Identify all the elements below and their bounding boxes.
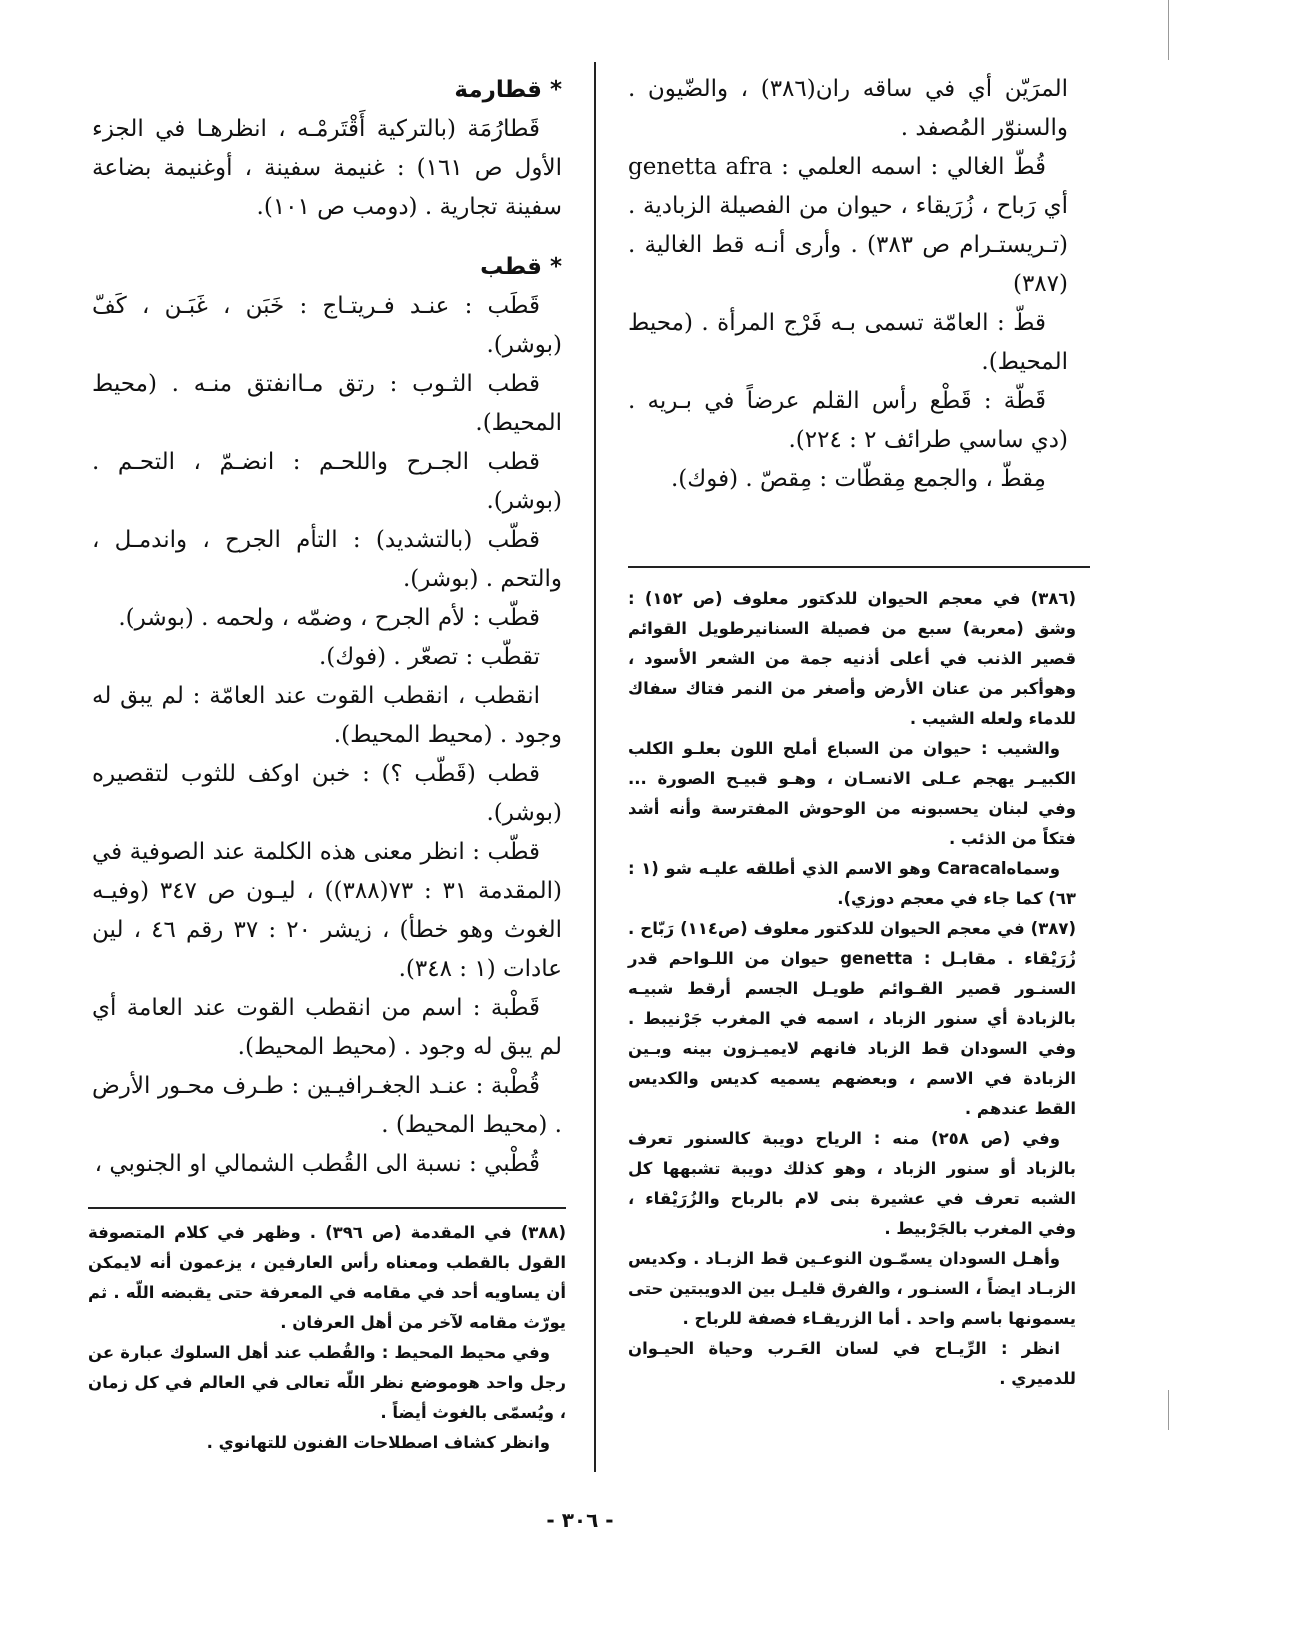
footnote: وفي (ص ٢٥٨) منه : الرياح دويبة كالسنور تعرف بالزباد أو سنور الزباد ، وهو كذلك دويبة تشبهها كل الشبه تعرف في عشيرة بنى لام بالرباح والزُرَيْقاء ، وفي المغرب بالجَرْبيط . (628, 1129, 1076, 1238)
entry-paragraph: مِقطّ ، والجمع مِقطّات : مِقصّ . (فوك). (670, 466, 1046, 492)
entry-paragraph: قطّب : انظر معنى هذه الكلمة عند الصوفية في (المقدمة ٣١ : ٧٣(٣٨٨)) ، ليـون ص ٣٤٧ (وفيـه الغوث وهو خطأ) ، زيشر ٢٠ : ٣٧ رقم ٤٦ ، لين عادات (١ : ٣٤٨). (92, 839, 562, 982)
footnote: وأهـل السودان يسمّـون النوعـين قط الزبـاد . وكديس الزبـاد ايضاً ، السنـور ، والفرق قليـل بين الدويبتين حتى يسمونها باسم واحد . أما الزريقـاء فصفة للرباح . (628, 1249, 1076, 1328)
right-footnotes (628, 584, 1076, 1394)
entry-heading: * قطب (480, 254, 562, 280)
right-column (628, 70, 1068, 499)
entry-paragraph: قطّ : العامّة تسمى بـه فَرْج المرأة . (محيط المحيط). (628, 310, 1068, 375)
entry-paragraph: قَطّة : قَطْع رأس القلم عرضاً في بـريه . (دي ساسي طرائف ٢ : ٢٢٤). (628, 388, 1068, 453)
footnote: وسماهCaracal وهو الاسم الذي أطلقه عليـه شو (١ : ٦٣) كما جاء في معجم دوزي). (628, 859, 1076, 908)
entry-paragraph: قَطَب : عنـد فـريتـاج : خَبَن ، غَبَـن ، كَفّ (بوشر). (92, 293, 562, 358)
footnote-divider-right (628, 566, 1090, 568)
footnote: (٣٨٨) في المقدمة (ص ٣٩٦) . وظهر في كلام المتصوفة القول بالقطب ومعناه رأس العارفين ، يزعمون أنه لايمكن أن يساويه أحد في مقامه في المعرفة حتى يقبضه اللّه . ثم يورّث مقامه لآخر من أهل العرفان . (88, 1223, 566, 1332)
left-footnotes (88, 1218, 566, 1458)
footnote: انظر : الرِّيـاح في لسان العَـرب وحياة الحيـوان للدميري . (628, 1339, 1076, 1388)
entry-paragraph: قُطْبي : نسبة الى القُطب الشمالي او الجنوبي ، (94, 1151, 540, 1177)
entry-paragraph: قطب الجـرح واللحـم : انضـمّ ، التحـم . (بوشر). (92, 449, 562, 514)
entry-paragraph: قطب الثـوب : رتق مـاانفتق منـه . (محيط المحيط). (92, 371, 562, 436)
entry-paragraph: قُطّ الغالي : اسمه العلمي : genetta afra أي رَباح ، زُرَيقاء ، حيوان من الفصيلة الزبادية . (تـريستـرام ص ٣٨٣) . وأرى أنـه قط الغالية .(٣٨٧) (628, 154, 1068, 297)
footnote: والشيب : حيوان من السباع أملح اللون بعلـو الكلب الكبيـر يهجم عـلى الانسـان ، وهـو قبيـح الصورة ... وفي لبنان يحسبونه من الوحوش المفترسة وأنه أشد فتكاً من الذئب . (628, 739, 1076, 848)
entry-paragraph: قَطارُمَة (بالتركية أَقْتَرمْـه ، انظرهـا في الجزء الأول ص ١٦١) : غنيمة سفينة ، أوغنيمة بضاعة سفينة تجارية . (دومب ص ١٠١). (92, 116, 562, 220)
entry-paragraph: قُطْبة : عنـد الجغـرافيـين : طـرف محـور الأرض . (محيط المحيط) . (92, 1073, 562, 1138)
footnote: وانظر كشاف اصطلاحات الفنون للتهانوي . (206, 1433, 550, 1452)
entry-paragraph: المرَيّن أي في ساقه ران(٣٨٦) ، والضّيون . والسنوّر المُصفد . (628, 76, 1069, 141)
scan-edge-mark (1168, 1390, 1169, 1430)
footnote: (٣٨٦) في معجم الحيوان للدكتور معلوف (ص ١٥٢) : وشق (معربة) سبع من فصيلة السنانيرطويل القوائم قصير الذنب في أعلى أذنيه جمة من الشعر الأسود ، وهوأكبر من عنان الأرض وأصغر من النمر فتاك سفاك للدماء ولعله الشيب . (628, 589, 1076, 728)
entry-paragraph: قطّب : لأم الجرح ، وضمّه ، ولحمه . (بوشر). (118, 605, 540, 631)
footnote-divider-left (88, 1207, 566, 1209)
scan-edge-mark (1168, 0, 1169, 60)
page-number: - ٣٠٦ - (546, 1508, 614, 1532)
footnote: (٣٨٧) في معجم الحيوان للدكتور معلوف (ص١١٤) رَبّاح . زُرَيْقاء . مقابـل : genetta حيوان من اللـواحم قدر السنـور قصير القـوائم طويـل الجسم أرقط شبيـه بالزبادة أي سنور الزباد ، اسمه في المغرب جَرْنيبط . وفي السودان قط الزباد فانهم لايميـزون بينه وبـين الزبادة في الاسم ، وبعضهم يسميه كديس والكديس القط عندهم . (628, 919, 1076, 1118)
entry-paragraph: تقطّب : تصعّر . (فوك). (318, 644, 540, 670)
column-separator (594, 62, 596, 1472)
footnote: وفي محيط المحيط : والقُطب عند أهل السلوك عبارة عن رجل واحد هوموضع نظر اللّه تعالى في العالم في كل زمان ، ويُسمّى بالغوث أيضاً . (88, 1343, 566, 1422)
left-column (92, 70, 562, 1184)
entry-heading: * قطارمة (454, 77, 562, 103)
entry-paragraph: قَطْبة : اسم من انقطب القوت عند العامة أي لم يبق له وجود . (محيط المحيط). (92, 995, 562, 1060)
entry-paragraph: قطب (قَطّب ؟) : خبن اوكف للثوب لتقصيره (بوشر). (92, 761, 562, 826)
entry-paragraph: قطّب (بالتشديد) : التأم الجرح ، واندمـل ، والتحم . (بوشر). (92, 527, 562, 592)
entry-paragraph: انقطب ، انقطب القوت عند العامّة : لم يبق له وجود . (محيط المحيط). (92, 683, 562, 748)
